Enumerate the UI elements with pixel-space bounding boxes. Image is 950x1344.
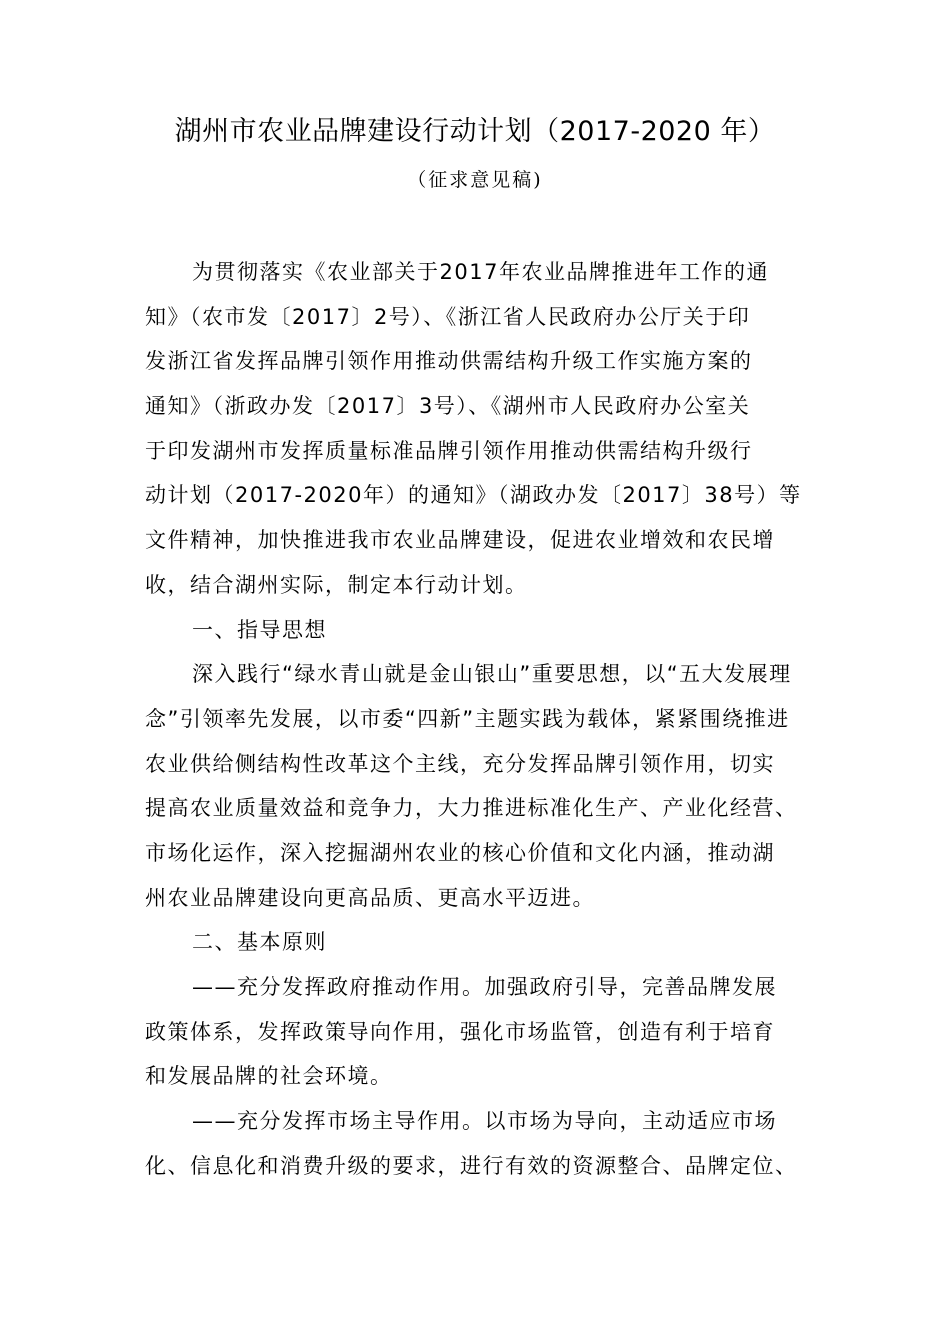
paragraph-line: 州农业品牌建设向更高品质、更高水平迈进。	[145, 885, 595, 910]
paragraph-line: 农业供给侧结构性改革这个主线，充分发挥品牌引领作用，切实	[145, 751, 775, 776]
paragraph-line: 收，结合湖州实际，制定本行动计划。	[145, 572, 528, 597]
paragraph-line: 市场化运作，深入挖掘湖州农业的核心价值和文化内涵，推动湖	[145, 840, 775, 865]
paragraph-line: 为贯彻落实《农业部关于2017年农业品牌推进年工作的通	[192, 260, 769, 284]
paragraph-line: 知》（农市发〔2017〕2号）、《浙江省人民政府办公厅关于印	[145, 304, 751, 329]
paragraph-line: ——充分发挥市场主导作用。以市场为导向，主动适应市场	[192, 1109, 777, 1134]
paragraph-line: 念”引领率先发展，以市委“四新”主题实践为载体，紧紧围绕推进	[145, 706, 790, 731]
paragraph-line: 化、信息化和消费升级的要求，进行有效的资源整合、品牌定位、	[145, 1153, 798, 1178]
paragraph-line: 深入践行“绿水青山就是金山银山”重要思想，以“五大发展理	[192, 662, 792, 687]
document-body	[145, 250, 810, 1188]
paragraph-line: 和发展品牌的社会环境。	[145, 1064, 393, 1089]
document-subtitle: （征求意见稿)	[407, 169, 543, 191]
paragraph-line: 于印发湖州市发挥质量标准品牌引领作用推动供需结构升级行	[145, 438, 753, 463]
paragraph-line: 发浙江省发挥品牌引领作用推动供需结构升级工作实施方案的	[145, 349, 753, 374]
paragraph-line: ——充分发挥政府推动作用。加强政府引导，完善品牌发展	[192, 975, 777, 999]
section-heading: 一、指导思想	[192, 617, 327, 642]
section-heading: 二、基本原则	[192, 930, 327, 955]
paragraph-line: 通知》（浙政办发〔2017〕3号）、《湖州市人民政府办公室关	[145, 394, 751, 419]
paragraph-line: 提高农业质量效益和竞争力，大力推进标准化生产、产业化经营、	[145, 796, 798, 821]
document-title: 湖州市农业品牌建设行动计划（2017-2020 年）	[174, 116, 776, 147]
paragraph-line: 动计划（2017-2020年）的通知》（湖政办发〔2017〕38号）等	[145, 483, 802, 508]
paragraph-line: 文件精神，加快推进我市农业品牌建设，促进农业增效和农民增	[145, 528, 775, 553]
paragraph-line: 政策体系，发挥政策导向作用，强化市场监管，创造有利于培育	[145, 1019, 775, 1044]
